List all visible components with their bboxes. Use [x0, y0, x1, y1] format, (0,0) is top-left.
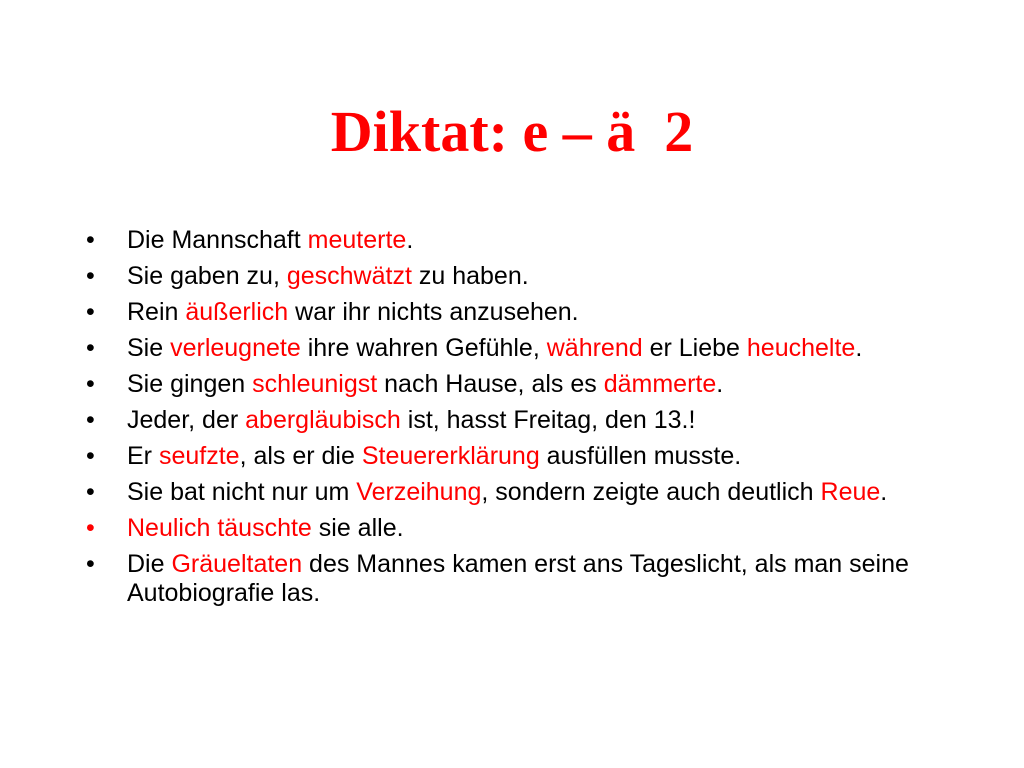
text-segment: Die Mannschaft: [127, 226, 308, 254]
text-segment: , als er die: [239, 442, 362, 470]
list-item: [86, 370, 966, 399]
bullet-marker: •: [86, 334, 95, 362]
text-segment: er Liebe: [642, 334, 747, 362]
bullet-marker: •: [86, 550, 95, 578]
list-item: [86, 514, 966, 543]
text-segment: Sie gingen: [127, 370, 253, 398]
text-segment: Sie: [127, 334, 171, 362]
list-item: [86, 262, 966, 291]
text-segment: .: [406, 226, 414, 254]
highlighted-word: abergläubisch: [245, 406, 401, 434]
text-segment: des Mannes kamen erst ans Tageslicht, als man seine Autobiografie las.: [127, 550, 909, 607]
list-item-text: [127, 334, 862, 362]
list-item: [86, 442, 966, 471]
bullet-marker: •: [86, 514, 95, 542]
highlighted-word: Reue: [820, 478, 881, 506]
bullet-marker: •: [86, 442, 95, 470]
text-segment: Sie bat nicht nur um: [127, 478, 357, 506]
bullet-marker: •: [86, 478, 95, 506]
text-segment: Rein: [127, 298, 186, 326]
list-item: [86, 334, 966, 363]
list-item: [86, 298, 966, 327]
list-item-text: [127, 370, 723, 398]
bullet-marker: •: [86, 370, 95, 398]
text-segment: .: [880, 478, 888, 506]
text-segment: .: [716, 370, 724, 398]
highlighted-word: meuterte: [307, 226, 407, 254]
list-item: [86, 406, 966, 435]
text-segment: Sie gaben zu,: [127, 262, 287, 290]
highlighted-word: verleugnete: [170, 334, 301, 362]
list-item-text: [127, 514, 404, 542]
bullet-list: [86, 226, 966, 615]
text-segment: sie alle.: [311, 514, 404, 542]
text-segment: Die: [127, 550, 172, 578]
text-segment: ausfüllen musste.: [539, 442, 742, 470]
text-segment: nach Hause, als es: [377, 370, 604, 398]
highlighted-word: heuchelte: [746, 334, 856, 362]
highlighted-word: Verzeihung: [356, 478, 482, 506]
bullet-marker: •: [86, 226, 95, 254]
list-item-text: [127, 478, 887, 506]
highlighted-word: während: [546, 334, 643, 362]
highlighted-word: Neulich täuschte: [127, 514, 312, 542]
highlighted-word: schleunigst: [252, 370, 378, 398]
text-segment: ist, hasst Freitag, den 13.!: [400, 406, 696, 434]
list-item: [86, 226, 966, 255]
list-item: [86, 550, 966, 608]
highlighted-word: dämmerte: [603, 370, 717, 398]
text-segment: Jeder, der: [127, 406, 246, 434]
bullet-marker: •: [86, 406, 95, 434]
list-item-text: [127, 226, 413, 254]
bullet-marker: •: [86, 298, 95, 326]
text-segment: zu haben.: [411, 262, 529, 290]
text-segment: Er: [127, 442, 159, 470]
highlighted-word: Steuererklärung: [361, 442, 540, 470]
list-item-text: [127, 262, 529, 290]
list-item-text: [127, 298, 579, 326]
highlighted-word: äußerlich: [185, 298, 289, 326]
text-segment: .: [855, 334, 863, 362]
list-item-text: [127, 406, 695, 434]
text-segment: , sondern zeigte auch deutlich: [481, 478, 821, 506]
slide-title: Diktat: e – ä 2: [330, 99, 694, 164]
text-segment: war ihr nichts anzusehen.: [288, 298, 579, 326]
bullet-marker: •: [86, 262, 95, 290]
highlighted-word: Gräueltaten: [171, 550, 303, 578]
list-item-text: [127, 550, 909, 607]
highlighted-word: seufzte: [158, 442, 240, 470]
highlighted-word: geschwätzt: [286, 262, 412, 290]
text-segment: ihre wahren Gefühle,: [300, 334, 547, 362]
list-item: [86, 478, 966, 507]
list-item-text: [127, 442, 741, 470]
